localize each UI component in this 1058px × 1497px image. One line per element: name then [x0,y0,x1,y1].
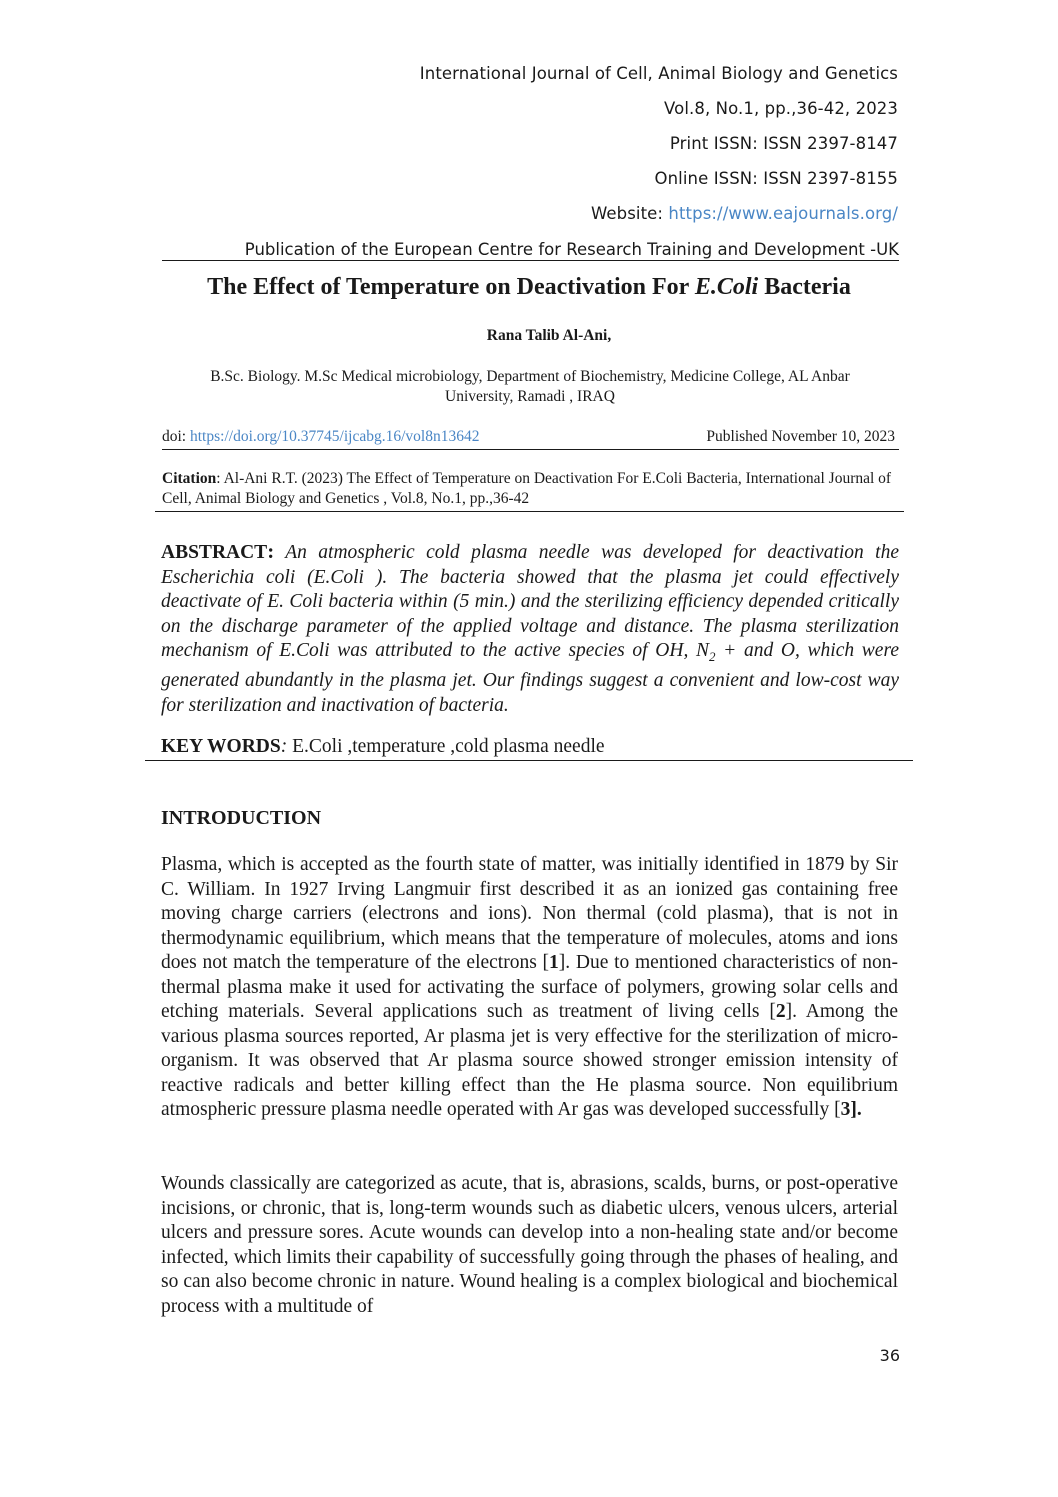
keywords-sep: : [280,736,288,757]
keywords [161,736,906,758]
intro-paragraph-2: Wounds classically are categorized as acute, that is, abrasions, scalds, burns, or post-operative incisions, or chronic, that is, long-term wounds such as diabetic ulcers, venous ulcers, arterial ulcers and pressure sores. Acute wounds can develop into a non-healing state and/or become infected, which limits their capability of successfully going through the phases of healing, and so can also become chronic in nature. Wound healing is a complex biological and biochemical process with a multitude of [161,1173,898,1317]
website-line [591,204,898,223]
reference-2: 2 [775,1001,786,1022]
website-label: Website: [590,204,669,223]
journal-name: International Journal of Cell, Animal Biology and Genetics [419,64,898,83]
p1-text-b: ]. Due to mentioned characteristics of non-thermal plasma make it used for activating the surface of polymers, growing solar cells and etching materials. Several applications such as treatment of living cells [ [161,952,899,1022]
abstract-label [161,539,275,563]
reference-1: 1 [549,952,559,973]
citation-divider [155,511,904,512]
title-species: E.Coli [694,274,759,300]
abstract-label-text: ABSTRACT [161,542,268,563]
title-text-end: Bacteria [758,274,851,300]
author-name: Rana Talib Al-Ani, [486,327,612,344]
section-heading-introduction: INTRODUCTION [161,807,322,829]
abstract-text-b: + and O, which were generated abundantly in the plasma jet. Our findings suggest a convenient and low-cost way for sterilization and inactivation of bacteria. [161,640,899,716]
intro-paragraph-1 [161,853,898,1123]
p1-text-c: ]. Among the various plasma sources reported, Ar plasma jet is very effective for the sterilization of micro-organism. It was observed that Ar plasma source showed stronger emission intensity of reactive radicals and better killing effect than the He plasma source. Non equilibrium atmospheric pressure plasma needle operated with Ar gas was developed successfully [ [161,1001,898,1120]
citation-text: : Al-Ani R.T. (2023) The Effect of Temperature on Deactivation For E.Coli Bacteria, International Journal of Cell, Animal Biology and Genetics , Vol.8, No.1, pp.,36-42 [162,470,892,507]
doi-row [162,428,899,450]
published-date: Published November 10, 2023 [706,428,895,445]
doi-label: doi: [162,428,190,445]
abstract-text [161,542,899,716]
reference-3: 3 [840,1099,851,1120]
abstract-colon: : [267,539,275,563]
citation-label: Citation [162,470,217,487]
print-issn: Print ISSN: ISSN 2397-8147 [669,134,898,153]
title-text: The Effect of Temperature on Deactivation For [207,274,695,300]
citation [162,469,907,509]
page-number: 36 [879,1346,900,1365]
author-affiliation: B.Sc. Biology. M.Sc Medical microbiology, Department of Biochemistry, Medicine College, AL Anbar University, Ramadi , IRAQ [210,368,850,405]
abstract-subscript: 2 [709,648,716,664]
website-link[interactable]: https://www.eajournals.org/ [668,204,898,223]
abstract-text-a: An atmospheric cold plasma needle was developed for deactivation the Escherichia coli (E.Coli ). The bacteria showed that the plasma jet could effectively deactivate of E. Coli bacteria within (5 min.) and the sterilizing efficiency depended critically on the discharge parameter of the applied voltage and distance. The plasma sterilization mechanism of E.Coli was attributed to the active species of OH, N [161,542,899,661]
p1-text-a: Plasma, which is accepted as the fourth state of matter, was initially identified in 1879 by Sir C. William. In 1927 Irving Langmuir first described it as an ionized gas containing free moving charge carriers (electrons and ions). Non thermal (cold plasma), that is not in thermodynamic equilibrium, which means that the temperature of molecules, atoms and ions does not match the temperature of the electrons [ [161,854,898,973]
publisher-line: Publication of the European Centre for Research Training and Development -UK [162,240,899,261]
keywords-divider [145,760,913,761]
volume-info: Vol.8, No.1, pp.,36-42, 2023 [664,99,898,118]
paper-title [0,274,1058,301]
doi-link[interactable]: https://doi.org/10.37745/ijcabg.16/vol8n13642 [190,428,480,445]
abstract [161,539,899,718]
keywords-text: E.Coli ,temperature ,cold plasma needle [287,736,605,757]
p1-text-d: ]. [850,1099,862,1120]
keywords-label: KEY WORDS [161,736,281,757]
online-issn: Online ISSN: ISSN 2397-8155 [654,169,898,188]
